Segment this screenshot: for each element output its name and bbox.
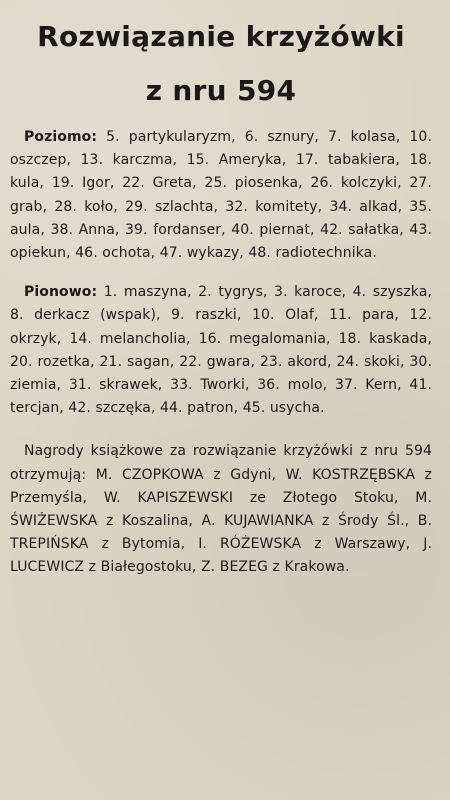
page-title-line-2: z nru 594 bbox=[145, 74, 297, 107]
horizontal-text: 5. partykularyzm, 6. sznury, 7. kolasa, 10. oszczep, 13. karczma, 15. Ameryka, 17. tabakiera, 18. kula, 19. Igor, 22. Greta, 25. piosenka, 26. kolczyki, 27. grab, 28. koło, 29. szlachta, 32. komitety, 34. alkad, 35. aula, 38. Anna, 39. fordanser, 40. piernat, 42. sałatka, 43. opiekun, 46. ochota, 47. wykazy, 48. radiotechnika. bbox=[10, 129, 432, 262]
prize-winners-text: Nagrody książkowe za rozwiązanie krzyżówki z nru 594 otrzymują: M. CZOPKOWA z Gdyni, W. KOSTRZĘBSKA z Przemyśla, W. KAPISZEWSKI ze Złotego Stoku, M. ŚWIŻEWSKA z Koszalina, A. KUJAWIANKA z Środy Śl., B. TREPIŃSKA z Bytomia, I. RÓŻEWSKA z Warszawy, J. LUCEWICZ z Białegostoku, Z. BEZEG z Krakowa. bbox=[10, 443, 432, 576]
vertical-solutions bbox=[10, 281, 432, 420]
prize-winners bbox=[10, 440, 432, 579]
horizontal-label: Poziomo: bbox=[24, 129, 98, 145]
vertical-label: Pionowo: bbox=[24, 284, 98, 301]
page-title bbox=[10, 20, 432, 108]
page-title-line-1: Rozwiązanie krzyżówki bbox=[37, 20, 405, 53]
horizontal-solutions bbox=[10, 126, 432, 265]
vertical-text: 1. maszyna, 2. tygrys, 3. karoce, 4. szyszka, 8. derkacz (wspak), 9. raszki, 10. Olaf, 11. para, 12. okrzyk, 14. melancholia, 16. megalomania, 18. kaskada, 20. rozetka, 21. sagan, 22. gwara, 23. akord, 24. skoki, 30. ziemia, 31. skrawek, 33. Tworki, 36. molo, 37. Kern, 41. tercjan, 42. szczęka, 44. patron, 45. usycha. bbox=[10, 284, 432, 417]
